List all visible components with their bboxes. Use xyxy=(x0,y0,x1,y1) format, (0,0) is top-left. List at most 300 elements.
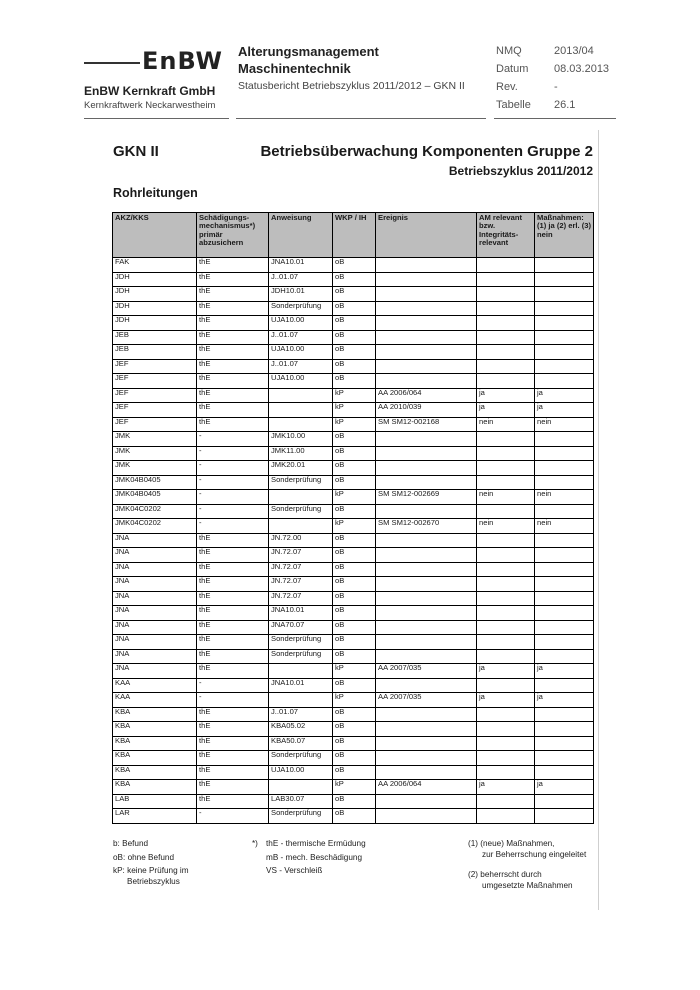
plant-name: Kernkraftwerk Neckarwestheim xyxy=(84,100,216,111)
document-title: Betriebsüberwachung Komponenten Gruppe 2 xyxy=(260,143,593,160)
table-cell: oB xyxy=(333,258,376,273)
legend-col2 xyxy=(266,839,366,877)
table-cell xyxy=(376,301,477,316)
table-cell: ja xyxy=(477,664,535,679)
table-cell: ja xyxy=(477,693,535,708)
table-cell: thE xyxy=(197,794,269,809)
table-cell xyxy=(376,533,477,548)
table-row xyxy=(113,649,594,664)
header-rule-left xyxy=(84,118,229,119)
table-cell: AA 2007/035 xyxy=(376,664,477,679)
table-cell: J..01.07 xyxy=(269,330,333,345)
table-cell xyxy=(477,533,535,548)
table-cell: nein xyxy=(535,519,594,534)
legend-item: kP: keine Prüfung im xyxy=(113,866,189,876)
column-header: AM relevant bzw. Integritäts-relevant xyxy=(477,213,535,258)
table-cell xyxy=(535,446,594,461)
header-title-line1: Alterungsmanagement xyxy=(238,44,379,59)
table-cell: ja xyxy=(535,780,594,795)
table-cell: oB xyxy=(333,809,376,824)
table-cell: - xyxy=(197,678,269,693)
table-cell: KBA xyxy=(113,736,197,751)
table-cell: oB xyxy=(333,620,376,635)
table-cell xyxy=(376,765,477,780)
table-cell: thE xyxy=(197,258,269,273)
table-cell xyxy=(477,751,535,766)
table-cell: SM SM12-002168 xyxy=(376,417,477,432)
table-cell: JDH xyxy=(113,301,197,316)
table-cell: JN.72.00 xyxy=(269,533,333,548)
table-cell xyxy=(269,490,333,505)
table-cell: Sonderprüfung xyxy=(269,809,333,824)
table-cell xyxy=(477,620,535,635)
table-cell: Sonderprüfung xyxy=(269,504,333,519)
table-cell: Sonderprüfung xyxy=(269,649,333,664)
table-row xyxy=(113,519,594,534)
table-cell xyxy=(477,330,535,345)
table-cell xyxy=(477,794,535,809)
table-cell: thE xyxy=(197,548,269,563)
table-cell xyxy=(477,475,535,490)
table-cell: ja xyxy=(477,780,535,795)
table-cell xyxy=(535,533,594,548)
table-cell: thE xyxy=(197,577,269,592)
table-cell xyxy=(535,635,594,650)
table-cell: oB xyxy=(333,272,376,287)
table-cell: ja xyxy=(535,693,594,708)
table-cell: KBA xyxy=(113,780,197,795)
legend-item: (1) (neue) Maßnahmen, xyxy=(468,839,555,848)
meta-key: NMQ xyxy=(496,45,522,57)
legend-item: umgesetzte Maßnahmen xyxy=(482,880,573,890)
table-cell: - xyxy=(197,475,269,490)
column-header: Ereignis xyxy=(376,213,477,258)
table-cell: kP xyxy=(333,403,376,418)
table-cell: ja xyxy=(477,403,535,418)
table-cell: JMK xyxy=(113,432,197,447)
meta-value: 08.03.2013 xyxy=(554,63,610,75)
table-cell: thE xyxy=(197,722,269,737)
table-cell xyxy=(376,736,477,751)
table-cell: UJA10.00 xyxy=(269,765,333,780)
table-cell: KBA50.07 xyxy=(269,736,333,751)
table-cell xyxy=(269,780,333,795)
table-cell: - xyxy=(197,519,269,534)
table-row xyxy=(113,272,594,287)
table-cell: oB xyxy=(333,316,376,331)
table-row xyxy=(113,809,594,824)
table-cell: JEF xyxy=(113,388,197,403)
table-cell xyxy=(477,707,535,722)
legend-item: thE - thermische Ermüdung xyxy=(266,839,366,848)
section-title: Rohrleitungen xyxy=(113,186,198,200)
table-cell: thE xyxy=(197,359,269,374)
legend-col3 xyxy=(468,839,586,892)
table-row xyxy=(113,794,594,809)
table-cell: JNA xyxy=(113,533,197,548)
table-cell xyxy=(535,504,594,519)
table-cell: kP xyxy=(333,417,376,432)
table-row xyxy=(113,258,594,273)
table-row xyxy=(113,301,594,316)
table-cell: oB xyxy=(333,794,376,809)
table-cell: oB xyxy=(333,649,376,664)
column-header: WKP / IH xyxy=(333,213,376,258)
table-cell xyxy=(376,316,477,331)
table-cell: KBA xyxy=(113,707,197,722)
table-cell xyxy=(535,591,594,606)
table-cell xyxy=(477,504,535,519)
table-cell: JMK20.01 xyxy=(269,461,333,476)
table-cell: JNA xyxy=(113,649,197,664)
header-subtitle: Statusbericht Betriebszyklus 2011/2012 – GKN II xyxy=(238,80,465,92)
table-cell: ja xyxy=(535,664,594,679)
table-row xyxy=(113,693,594,708)
table-cell xyxy=(477,258,535,273)
table-cell xyxy=(477,722,535,737)
table-cell: oB xyxy=(333,722,376,737)
table-cell: JEF xyxy=(113,359,197,374)
legend-item: mB - mech. Beschädigung xyxy=(266,852,363,862)
table-cell xyxy=(376,707,477,722)
company-logo: EnBW xyxy=(142,47,223,75)
table-cell xyxy=(376,258,477,273)
table-cell xyxy=(376,446,477,461)
table-cell xyxy=(535,330,594,345)
table-cell: JNA10.01 xyxy=(269,606,333,621)
legend-item: b: Befund xyxy=(113,839,149,848)
table-cell xyxy=(535,751,594,766)
table-row xyxy=(113,606,594,621)
table-cell xyxy=(477,345,535,360)
table-cell xyxy=(376,548,477,563)
table-cell xyxy=(535,620,594,635)
table-cell: thE xyxy=(197,388,269,403)
table-cell: oB xyxy=(333,461,376,476)
table-row xyxy=(113,751,594,766)
table-cell: oB xyxy=(333,504,376,519)
table-cell: oB xyxy=(333,359,376,374)
table-row xyxy=(113,345,594,360)
table-cell xyxy=(376,794,477,809)
table-cell: J..01.07 xyxy=(269,272,333,287)
table-cell: - xyxy=(197,809,269,824)
table-cell: oB xyxy=(333,562,376,577)
table-cell: oB xyxy=(333,635,376,650)
company-name: EnBW Kernkraft GmbH xyxy=(84,84,216,98)
table-cell: oB xyxy=(333,475,376,490)
table-cell: oB xyxy=(333,707,376,722)
table-cell: nein xyxy=(535,490,594,505)
table-cell xyxy=(376,606,477,621)
meta-key: Datum xyxy=(496,63,529,75)
table-cell xyxy=(376,577,477,592)
table-cell: UJA10.00 xyxy=(269,374,333,389)
table-cell: FAK xyxy=(113,258,197,273)
table-cell: thE xyxy=(197,707,269,722)
table-cell: thE xyxy=(197,345,269,360)
table-cell xyxy=(477,562,535,577)
table-row xyxy=(113,330,594,345)
table-cell xyxy=(376,809,477,824)
table-cell xyxy=(376,751,477,766)
legend-col2-mark: *) xyxy=(252,839,258,848)
table-cell: JNA70.07 xyxy=(269,620,333,635)
table-cell xyxy=(477,272,535,287)
table-cell: JNA xyxy=(113,562,197,577)
table-cell: JMK11.00 xyxy=(269,446,333,461)
table-cell xyxy=(535,359,594,374)
table-cell xyxy=(376,432,477,447)
legend-item: Betriebszyklus xyxy=(127,876,180,886)
table-cell: JN.72.07 xyxy=(269,577,333,592)
table-row xyxy=(113,533,594,548)
table-cell: J..01.07 xyxy=(269,707,333,722)
meta-value: 2013/04 xyxy=(554,45,594,57)
table-cell: JMK04B0405 xyxy=(113,475,197,490)
table-cell xyxy=(477,461,535,476)
table-cell: SM SM12-002670 xyxy=(376,519,477,534)
table-cell: JNA xyxy=(113,606,197,621)
table-cell xyxy=(376,330,477,345)
table-cell xyxy=(535,258,594,273)
table-cell: thE xyxy=(197,287,269,302)
table-cell: AA 2010/039 xyxy=(376,403,477,418)
table-cell xyxy=(535,707,594,722)
page-side-rule xyxy=(598,130,599,910)
table-row xyxy=(113,504,594,519)
table-cell xyxy=(269,417,333,432)
table-cell: ja xyxy=(477,388,535,403)
table-body xyxy=(113,258,594,824)
plant-code: GKN II xyxy=(113,143,159,160)
table-cell xyxy=(376,504,477,519)
table-cell xyxy=(535,432,594,447)
column-header: Anweisung xyxy=(269,213,333,258)
legend-item: oB: ohne Befund xyxy=(113,852,175,862)
table-cell: oB xyxy=(333,446,376,461)
table-cell: JNA xyxy=(113,591,197,606)
table-cell: JMK xyxy=(113,446,197,461)
table-cell xyxy=(535,736,594,751)
table-cell: JEF xyxy=(113,417,197,432)
table-cell: LAR xyxy=(113,809,197,824)
table-row xyxy=(113,678,594,693)
table-cell: thE xyxy=(197,620,269,635)
table-cell: kP xyxy=(333,693,376,708)
table-cell: thE xyxy=(197,765,269,780)
table-cell: thE xyxy=(197,316,269,331)
table-cell xyxy=(477,374,535,389)
table-cell xyxy=(376,635,477,650)
table-row xyxy=(113,736,594,751)
table-cell: Sonderprüfung xyxy=(269,635,333,650)
table-cell: AA 2007/035 xyxy=(376,693,477,708)
table-cell xyxy=(477,316,535,331)
table-cell xyxy=(535,461,594,476)
table-cell: nein xyxy=(477,417,535,432)
table-cell: oB xyxy=(333,591,376,606)
table-cell xyxy=(535,345,594,360)
table-row xyxy=(113,722,594,737)
column-header: AKZ/KKS xyxy=(113,213,197,258)
table-row xyxy=(113,388,594,403)
table-cell xyxy=(376,562,477,577)
table-cell: oB xyxy=(333,330,376,345)
table-cell: JMK10.00 xyxy=(269,432,333,447)
table-cell: thE xyxy=(197,664,269,679)
table-cell: kP xyxy=(333,780,376,795)
table-cell: KAA xyxy=(113,693,197,708)
table-cell: LAB xyxy=(113,794,197,809)
table-cell: J..01.07 xyxy=(269,359,333,374)
table-cell: JMK04C0202 xyxy=(113,519,197,534)
table-row xyxy=(113,548,594,563)
table-cell: AA 2006/064 xyxy=(376,388,477,403)
table-cell: thE xyxy=(197,403,269,418)
table-cell: SM SM12-002669 xyxy=(376,490,477,505)
table-cell xyxy=(477,736,535,751)
table-cell: JN.72.07 xyxy=(269,591,333,606)
table-cell: kP xyxy=(333,664,376,679)
table-cell: JNA xyxy=(113,620,197,635)
table-cell: - xyxy=(197,432,269,447)
table-cell xyxy=(376,649,477,664)
table-row xyxy=(113,490,594,505)
table-cell xyxy=(535,577,594,592)
table-cell: JDH10.01 xyxy=(269,287,333,302)
table-cell xyxy=(269,519,333,534)
table-cell: JNA xyxy=(113,577,197,592)
table-cell: JMK xyxy=(113,461,197,476)
table-cell xyxy=(269,693,333,708)
table-cell xyxy=(376,374,477,389)
table-cell xyxy=(535,475,594,490)
table-cell xyxy=(376,722,477,737)
table-cell: thE xyxy=(197,649,269,664)
table-cell: JEB xyxy=(113,345,197,360)
table-cell: JEB xyxy=(113,330,197,345)
table-row xyxy=(113,374,594,389)
table-cell: JMK04B0405 xyxy=(113,490,197,505)
table-cell: thE xyxy=(197,736,269,751)
table-cell: KAA xyxy=(113,678,197,693)
table-cell: LAB30.07 xyxy=(269,794,333,809)
table-row xyxy=(113,591,594,606)
table-cell xyxy=(477,287,535,302)
table-cell: thE xyxy=(197,533,269,548)
table-cell: oB xyxy=(333,345,376,360)
meta-value: - xyxy=(554,81,558,93)
table-cell xyxy=(477,432,535,447)
legend-item: (2) beherrscht durch xyxy=(468,870,542,880)
table-cell: - xyxy=(197,490,269,505)
table-cell: kP xyxy=(333,490,376,505)
table-cell xyxy=(477,359,535,374)
table-cell xyxy=(535,722,594,737)
table-cell xyxy=(376,287,477,302)
table-cell: - xyxy=(197,446,269,461)
components-table xyxy=(112,212,594,824)
table-cell: thE xyxy=(197,635,269,650)
table-cell: kP xyxy=(333,519,376,534)
table-cell: thE xyxy=(197,301,269,316)
table-row xyxy=(113,446,594,461)
table-cell xyxy=(535,287,594,302)
table-cell xyxy=(269,664,333,679)
table-cell: - xyxy=(197,461,269,476)
table-cell xyxy=(269,403,333,418)
table-cell: thE xyxy=(197,272,269,287)
table-cell: nein xyxy=(477,490,535,505)
table-cell xyxy=(535,678,594,693)
table-cell: Sonderprüfung xyxy=(269,475,333,490)
table-cell: KBA xyxy=(113,722,197,737)
table-cell: JNA10.01 xyxy=(269,258,333,273)
table-header-row xyxy=(113,213,594,258)
logo-rule xyxy=(84,62,140,64)
header-title-line2: Maschinentechnik xyxy=(238,61,351,76)
table-cell: - xyxy=(197,693,269,708)
table-row xyxy=(113,461,594,476)
table-cell: oB xyxy=(333,301,376,316)
table-cell: oB xyxy=(333,548,376,563)
table-cell xyxy=(269,388,333,403)
table-cell: JN.72.07 xyxy=(269,562,333,577)
table-cell: oB xyxy=(333,606,376,621)
table-cell xyxy=(535,765,594,780)
table-cell: Sonderprüfung xyxy=(269,751,333,766)
table-cell: JN.72.07 xyxy=(269,548,333,563)
legend-item: VS - Verschleiß xyxy=(266,866,323,876)
table-cell: oB xyxy=(333,374,376,389)
table-cell: thE xyxy=(197,591,269,606)
table-row xyxy=(113,562,594,577)
table-cell: oB xyxy=(333,736,376,751)
table-cell xyxy=(376,678,477,693)
table-cell: ja xyxy=(535,388,594,403)
table-cell: oB xyxy=(333,577,376,592)
table-cell: oB xyxy=(333,751,376,766)
table-cell: Sonderprüfung xyxy=(269,301,333,316)
table-row xyxy=(113,417,594,432)
legend-item: zur Beherrschung eingeleitet xyxy=(482,849,587,859)
table-row xyxy=(113,620,594,635)
table-row xyxy=(113,475,594,490)
table-cell: thE xyxy=(197,751,269,766)
table-cell xyxy=(477,635,535,650)
legend-col1 xyxy=(113,839,189,888)
table-cell xyxy=(535,316,594,331)
table-cell xyxy=(376,461,477,476)
table-cell: kP xyxy=(333,388,376,403)
table-cell xyxy=(535,548,594,563)
table-cell xyxy=(477,591,535,606)
table-cell: - xyxy=(197,504,269,519)
document-cycle: Betriebszyklus 2011/2012 xyxy=(448,164,593,178)
table-cell: JDH xyxy=(113,316,197,331)
table-cell: oB xyxy=(333,678,376,693)
table-row xyxy=(113,403,594,418)
table-cell: nein xyxy=(535,417,594,432)
table-cell: KBA xyxy=(113,751,197,766)
table-cell xyxy=(376,475,477,490)
meta-key: Tabelle xyxy=(496,99,531,111)
table-cell: UJA10.00 xyxy=(269,345,333,360)
table-cell: JDH xyxy=(113,272,197,287)
table-cell xyxy=(535,562,594,577)
table-cell xyxy=(535,606,594,621)
